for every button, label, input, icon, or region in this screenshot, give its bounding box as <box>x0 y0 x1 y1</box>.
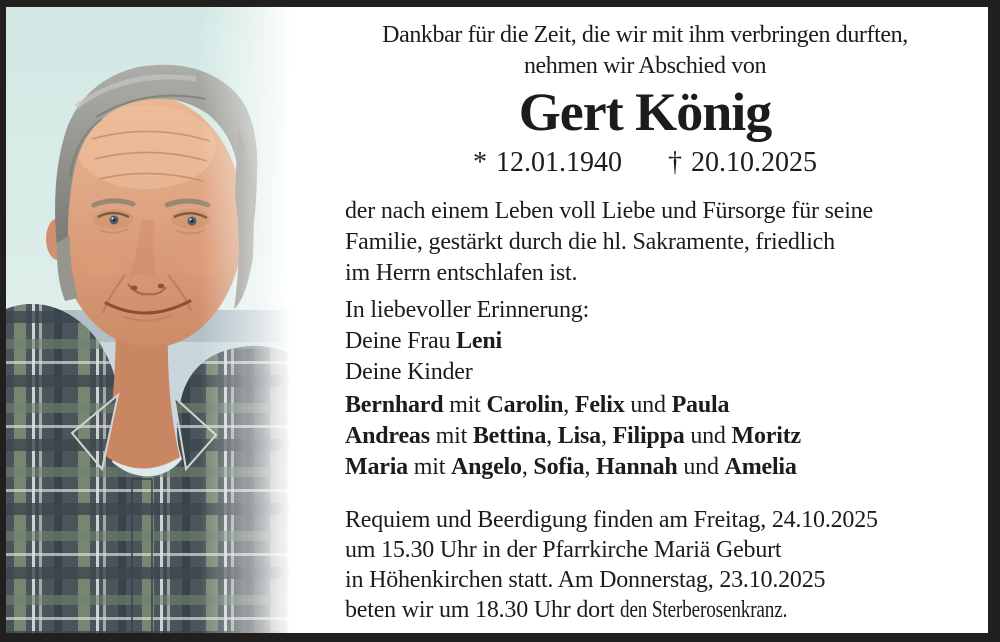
death-date <box>668 146 817 180</box>
birth-date <box>473 146 622 180</box>
photo-fade-edge <box>6 7 291 633</box>
birth-date-value: 12.01.1940 <box>496 147 622 178</box>
eulogy-line: der nach einem Leben voll Liebe und Fürsorge für seine <box>345 198 873 224</box>
children-line: Andreas mit Bettina, Lisa, Filippa und Moritz <box>345 423 801 449</box>
funeral-line: in Höhenkirchen statt. Am Donnerstag, 23.10.2025 <box>345 567 826 593</box>
mourners-section <box>345 295 985 483</box>
death-cross-icon: † <box>668 147 682 178</box>
funeral-line: beten wir um 18.30 Uhr dort den Sterberosenkranz. <box>345 597 788 623</box>
children-line: Bernhard mit Carolin, Felix und Paula <box>345 392 730 418</box>
children-line: Maria mit Angelo, Sofia, Hannah und Amelia <box>345 454 797 480</box>
birth-star-icon: * <box>473 147 487 178</box>
life-dates <box>345 146 945 180</box>
wife-line: Deine Frau Leni <box>345 328 502 354</box>
funeral-line: Requiem und Beerdigung finden am Freitag, 24.10.2025 <box>345 507 878 533</box>
funeral-info-paragraph <box>345 505 985 625</box>
eulogy-line: Familie, gestärkt durch die hl. Sakramente, friedlich <box>345 229 835 255</box>
portrait-photo <box>6 7 291 633</box>
eulogy-line: im Herrn entschlafen ist. <box>345 260 578 286</box>
deceased-name: Gert König <box>518 82 772 142</box>
remembrance-heading: In liebevoller Erinnerung: <box>345 297 590 323</box>
obituary-card <box>6 7 988 633</box>
children-heading: Deine Kinder <box>345 359 473 385</box>
portrait-photo-illustration <box>6 7 291 633</box>
death-date-value: 20.10.2025 <box>691 147 817 178</box>
funeral-line: um 15.30 Uhr in der Pfarrkirche Mariä Geburt <box>345 537 782 563</box>
eulogy-paragraph <box>345 196 985 289</box>
notice-content <box>345 7 985 625</box>
intro-line-1: Dankbar für die Zeit, die wir mit ihm verbringen durften, <box>382 22 908 48</box>
intro-line-2: nehmen wir Abschied von <box>523 53 767 79</box>
